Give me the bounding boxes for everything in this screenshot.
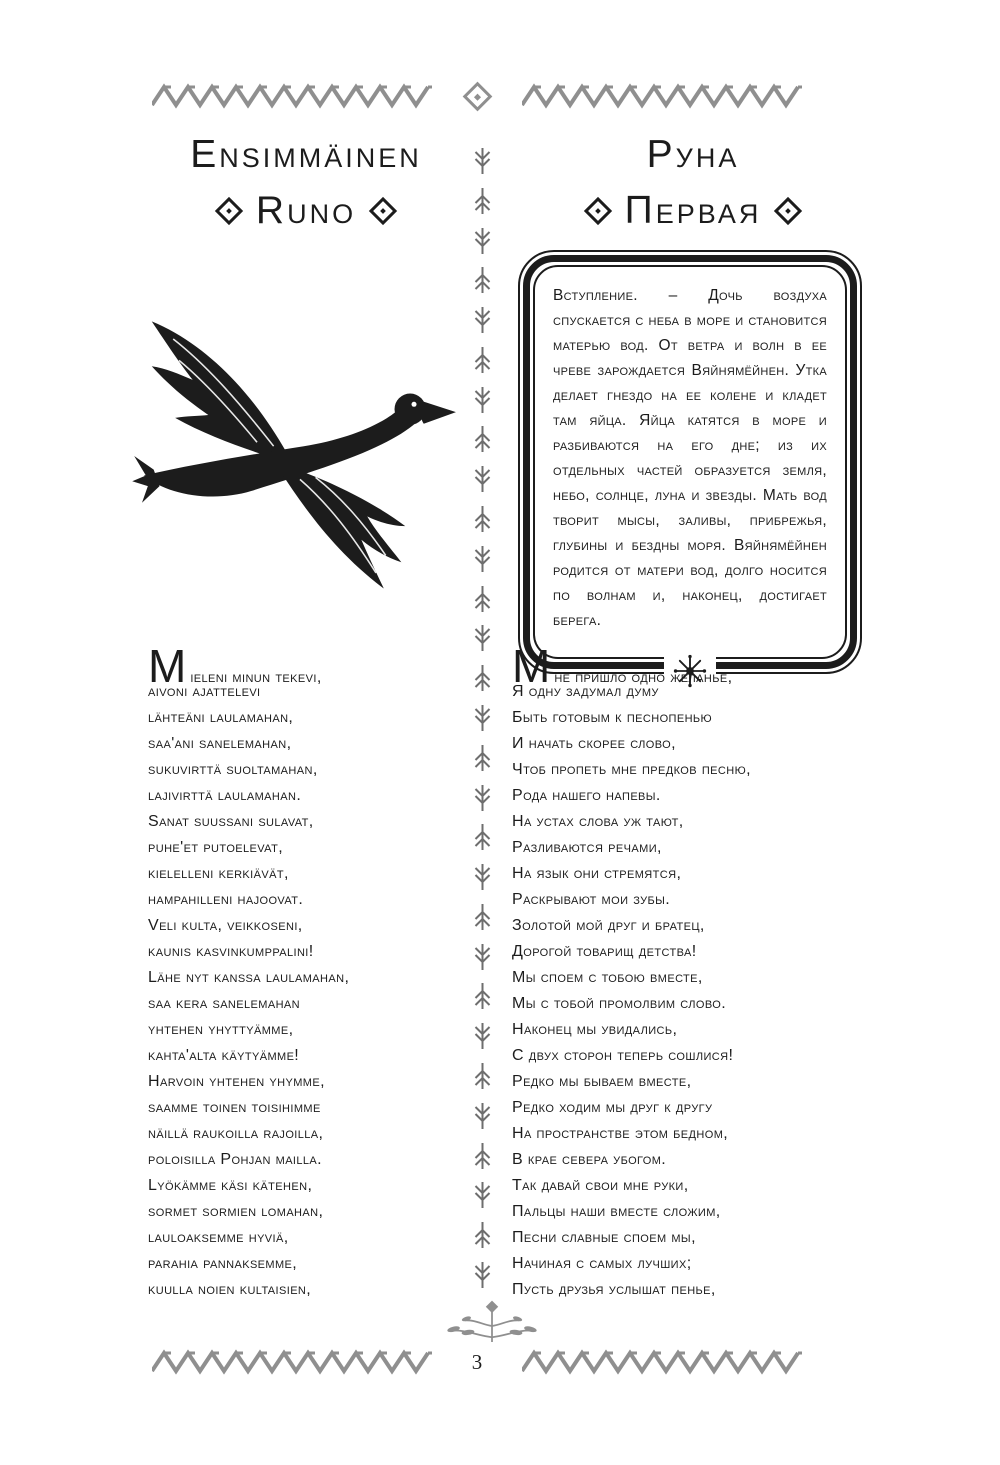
poem-line: hampahilleni hajoovat. (148, 891, 304, 908)
summary-frame-inner (533, 265, 847, 659)
poem-line: kielelleni kerkiävät, (148, 865, 289, 882)
duck-illustration (132, 298, 464, 610)
russian-title-word: Первая (624, 188, 762, 232)
finnish-title-word: Runo (255, 188, 357, 232)
poem-line: sormet sormien lomahan, (148, 1203, 324, 1220)
poem-line: aivoni ajattelevi (148, 683, 261, 700)
poem-line: И начать скорее слово, (512, 735, 676, 752)
poem-line: poloisilla Pohjan mailla. (148, 1151, 323, 1168)
poem-line: Мы с тобой промолвим слово. (512, 995, 727, 1012)
drop-cap-initial: М (512, 640, 552, 692)
bottom-border-ornament (152, 1348, 802, 1376)
poem-line: saa kera sanelemahan (148, 995, 300, 1012)
zigzag-pattern-icon (522, 82, 802, 110)
russian-title-line2 (528, 190, 858, 233)
poem-line: kaunis kasvinkumppalini! (148, 943, 314, 960)
poem-line: saa'ani sanelemahan, (148, 735, 292, 752)
poem-lines (148, 679, 483, 1303)
branch-motif-icon (474, 228, 491, 254)
poem-line: Начиная с самых лучших; (512, 1255, 692, 1272)
poem-line: Редко мы бываем вместе, (512, 1073, 692, 1090)
border-diamond-icon (462, 81, 492, 111)
summary-frame-band (523, 255, 857, 669)
finnish-poem (148, 640, 483, 1303)
footer-plant-ornament-icon (428, 1297, 556, 1347)
poem-line: saamme toinen toisihimme (148, 1099, 321, 1116)
poem-line: Наконец мы увидались, (512, 1021, 678, 1038)
poem-line: Чтоб пропеть мне предков песню, (512, 761, 751, 778)
poem-line: Пусть друзья услышат пенье, (512, 1281, 716, 1298)
poem-line: puhe'et putoelevat, (148, 839, 284, 856)
branch-motif-icon (474, 625, 491, 651)
poem-line: Пальцы наши вместе сложим, (512, 1203, 721, 1220)
poem-lines (512, 679, 864, 1303)
branch-motif-icon (474, 466, 491, 492)
poem-line: yhtehen yhyttyämme, (148, 1021, 294, 1038)
poem-line: На язык они стремятся, (512, 865, 682, 882)
diamond-ornament-icon (584, 197, 612, 225)
russian-poem (512, 640, 864, 1303)
russian-title (528, 134, 858, 233)
branch-motif-icon (474, 506, 491, 532)
branch-motif-icon (474, 546, 491, 572)
poem-line: Песни славные споем мы, (512, 1229, 696, 1246)
branch-motif-icon (474, 148, 491, 174)
poem-line: näillä raukoilla rajoilla, (148, 1125, 324, 1142)
poem-line: Быть готовым к песнопенью (512, 709, 713, 726)
poem-line: Veli kulta, veikkoseni, (148, 917, 303, 934)
poem-line: Мы споем с тобою вместе, (512, 969, 703, 986)
poem-line: kuulla noien kultaisien, (148, 1281, 312, 1298)
diamond-ornament-icon (369, 197, 397, 225)
poem-line: Lyökämme käsi kätehen, (148, 1177, 313, 1194)
zigzag-pattern-icon (522, 1348, 802, 1376)
zigzag-pattern-icon (152, 82, 432, 110)
poem-line: Раскрывают мои зубы. (512, 891, 671, 908)
branch-motif-icon (474, 387, 491, 413)
poem-line: parahia pannaksemme, (148, 1255, 298, 1272)
poem-line: Рода нашего напевы. (512, 787, 661, 804)
poem-line: Дорогой товарищ детства! (512, 943, 697, 960)
duck-eye (411, 402, 416, 407)
poem-line-text: не пришло одно желанье, (554, 669, 733, 686)
russian-title-line1: Руна (646, 133, 740, 176)
finnish-title-line1: Ensimmäinen (190, 133, 422, 176)
branch-motif-icon (474, 188, 491, 214)
poem-line: Lähe nyt kanssa laulamahan, (148, 969, 350, 986)
poem-line: В крае севера убогом. (512, 1151, 667, 1168)
branch-motif-icon (474, 267, 491, 293)
poem-line: Я одну задумал думу (512, 683, 659, 700)
finnish-title (148, 134, 464, 233)
poem-line: С двух сторон теперь сошлися! (512, 1047, 734, 1064)
branch-motif-icon (474, 426, 491, 452)
diamond-ornament-icon (215, 197, 243, 225)
diamond-ornament-icon (774, 197, 802, 225)
poem-line: Sanat suussani sulavat, (148, 813, 314, 830)
summary-box (518, 250, 862, 674)
poem-line-text: ieleni minun tekevi, (190, 669, 322, 686)
page-number: 3 (454, 1350, 500, 1375)
poem-line: sukuvirttä suoltamahan, (148, 761, 318, 778)
branch-motif-icon (474, 307, 491, 333)
poem-line: Редко ходим мы друг к другу (512, 1099, 713, 1116)
branch-motif-icon (474, 347, 491, 373)
drop-cap-initial: M (148, 640, 188, 692)
poem-line: На пространстве этом бедном, (512, 1125, 729, 1142)
branch-motif-icon (474, 586, 491, 612)
top-border-ornament (152, 82, 802, 110)
poem-line: Золотой мой друг и братец, (512, 917, 705, 934)
finnish-title-line2 (148, 190, 464, 233)
summary-text: Вступление. – Дочь воздуха спускается с неба в море и становится матерью вод. От ветра и волн в ее чреве зарождается Вяйнямёйнен. Утка делает гнездо на ее колене и кладет там яйца. Яйца катятся в море и разбиваются на его дне; из их отдельных частей образуется земля, небо, солнце, луна и звезды. Мать вод творит мысы, заливы, прибрежья, глубины и бездны моря. Вяйнямёйнен родится от матери вод, долго носится по волнам и, наконец, достигает берега. (553, 287, 827, 629)
poem-line: Так давай свои мне руки, (512, 1177, 689, 1194)
poem-line: lähteäni laulamahan, (148, 709, 294, 726)
poem-line: Разливаются речами, (512, 839, 662, 856)
poem-line: На устах слова уж тают, (512, 813, 684, 830)
poem-line: Harvoin yhtehen yhymme, (148, 1073, 325, 1090)
poem-line: kahta'alta käytyämme! (148, 1047, 300, 1064)
zigzag-pattern-icon (152, 1348, 432, 1376)
summary-frame-outer (518, 250, 862, 674)
poem-line: lajivirttä laulamahan. (148, 787, 302, 804)
poem-line: lauloaksemme hyviä, (148, 1229, 289, 1246)
